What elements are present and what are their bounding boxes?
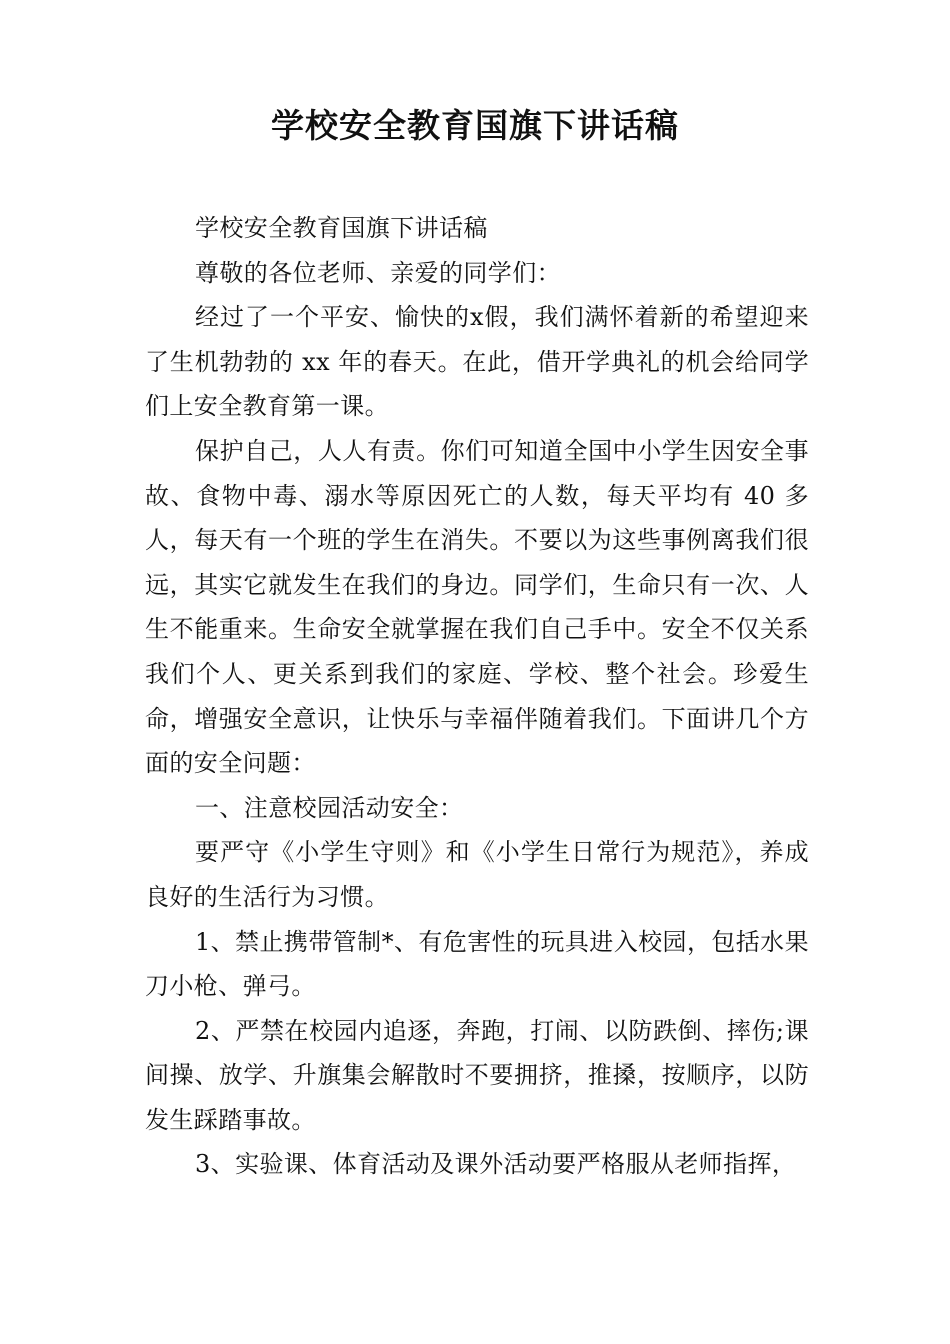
paragraph-safety-responsibility: 保护自己，人人有责。你们可知道全国中小学生因安全事故、食物中毒、溺水等原因死亡的人数，每天平均有 40 多人，每天有一个班的学生在消失。不要以为这些事例离我们很远，其实它就发生在我们的身边。同学们，生命只有一次、人生不能重来。生命安全就掌握在我们自己手中。安全不仅关系我们个人、更关系到我们的家庭、学校、整个社会。珍爱生命，增强安全意识，让快乐与幸福伴随着我们。下面讲几个方面的安全问题： [145, 436, 809, 778]
paragraph-salutation: 尊敬的各位老师、亲爱的同学们： [195, 258, 561, 287]
list-item-2: 2、严禁在校园内追逐，奔跑，打闹、以防跌倒、摔伤;课间操、放学、升旗集会解散时不要拥挤，推搡，按顺序，以防发生踩踏事故。 [145, 1016, 809, 1134]
section-heading-campus-safety: 一、注意校园活动安全： [195, 793, 464, 822]
paragraph-repeated-title: 学校安全教育国旗下讲话稿 [195, 214, 488, 242]
paragraph-rules: 要严守《小学生守则》和《小学生日常行为规范》，养成良好的生活行为习惯。 [145, 838, 809, 911]
document-title: 学校安全教育国旗下讲话稿 [271, 106, 679, 145]
paragraph-opening: 经过了一个平安、愉快的x假，我们满怀着新的希望迎来了生机勃勃的 xx 年的春天。在此，借开学典礼的机会给同学们上安全教育第一课。 [145, 303, 809, 421]
list-item-3: 3、实验课、体育活动及课外活动要严格服从老师指挥， [195, 1150, 797, 1179]
list-item-1: 1、禁止携带管制*、有危害性的玩具进入校园，包括水果刀小枪、弹弓。 [145, 927, 809, 1001]
document-body [145, 206, 809, 1187]
